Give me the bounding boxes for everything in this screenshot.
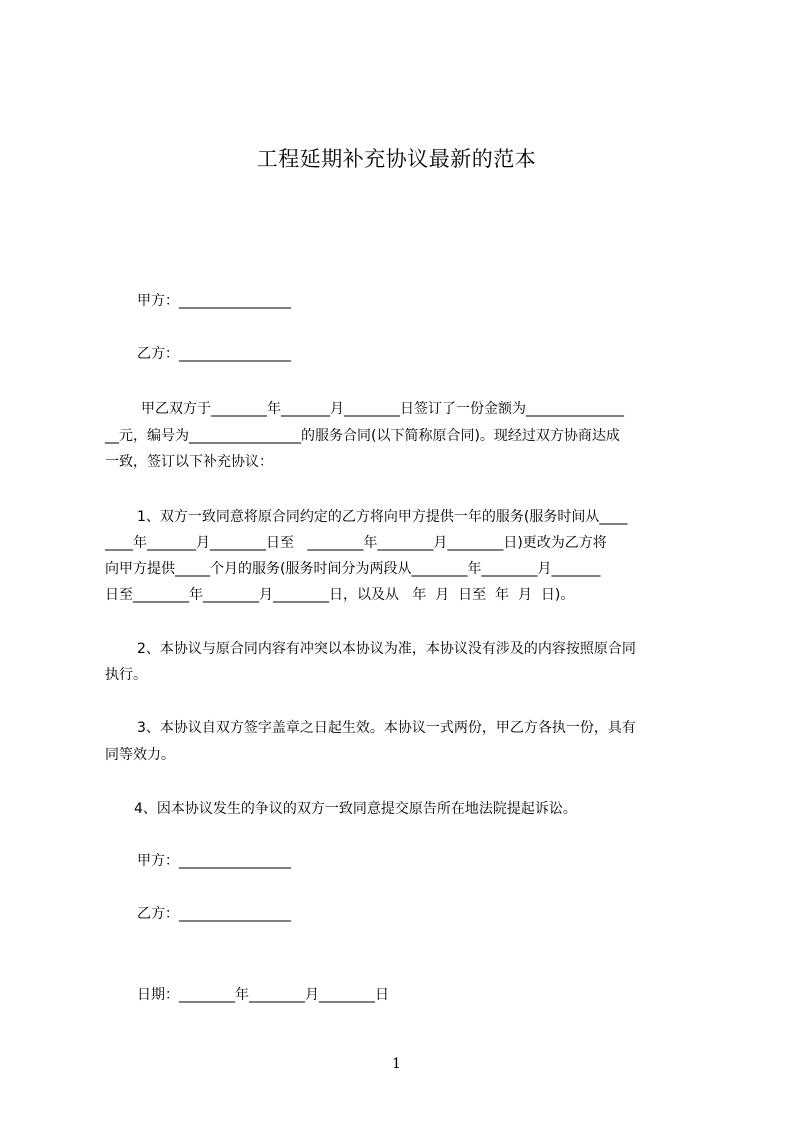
- clause-line: 3、本协议自双方签字盖章之日起生效。本协议一式两份，甲乙方各执一份，具有: [137, 720, 636, 736]
- clause-line: 日至________年________月________日，以及从 年 月 日至 年 月 日)。: [105, 587, 575, 603]
- page-title: 工程延期补充协议最新的范本: [256, 147, 537, 171]
- intro-line: 一致，签订以下补充协议：: [105, 454, 273, 470]
- party-b-line: 乙方：________________: [137, 346, 291, 362]
- clause-line: 同等效力。: [105, 747, 175, 763]
- party-a-signature-line: 甲方：________________: [137, 853, 291, 869]
- clause-line: 执行。: [105, 667, 147, 683]
- clause-line: ____年_______月________日至 ________年________月________日)更改为乙方将: [105, 535, 607, 551]
- clause-line: 2、本协议与原合同内容有冲突以本协议为准，本协议没有涉及的内容按照原合同: [137, 641, 636, 657]
- party-b-signature-line: 乙方：________________: [137, 906, 291, 922]
- clause-line: 向甲方提供_____个月的服务(服务时间分为两段从________年________月_______: [105, 561, 601, 577]
- clause-line: 1、双方一致同意将原合同约定的乙方将向甲方提供一年的服务(服务时间从____: [137, 509, 628, 525]
- page-number: 1: [392, 1056, 401, 1072]
- date-line: 日期：________年________月________日: [137, 987, 389, 1003]
- clause-4: 4、因本协议发生的争议的双方一致同意提交原告所在地法院提起诉讼。: [134, 801, 577, 817]
- intro-line: __元，编号为________________的服务合同(以下简称原合同)。现经过双方协商达成: [105, 428, 620, 444]
- party-a-line: 甲方：________________: [137, 293, 291, 309]
- intro-line: 甲乙双方于________年_______月________日签订了一份金额为______________: [141, 401, 624, 417]
